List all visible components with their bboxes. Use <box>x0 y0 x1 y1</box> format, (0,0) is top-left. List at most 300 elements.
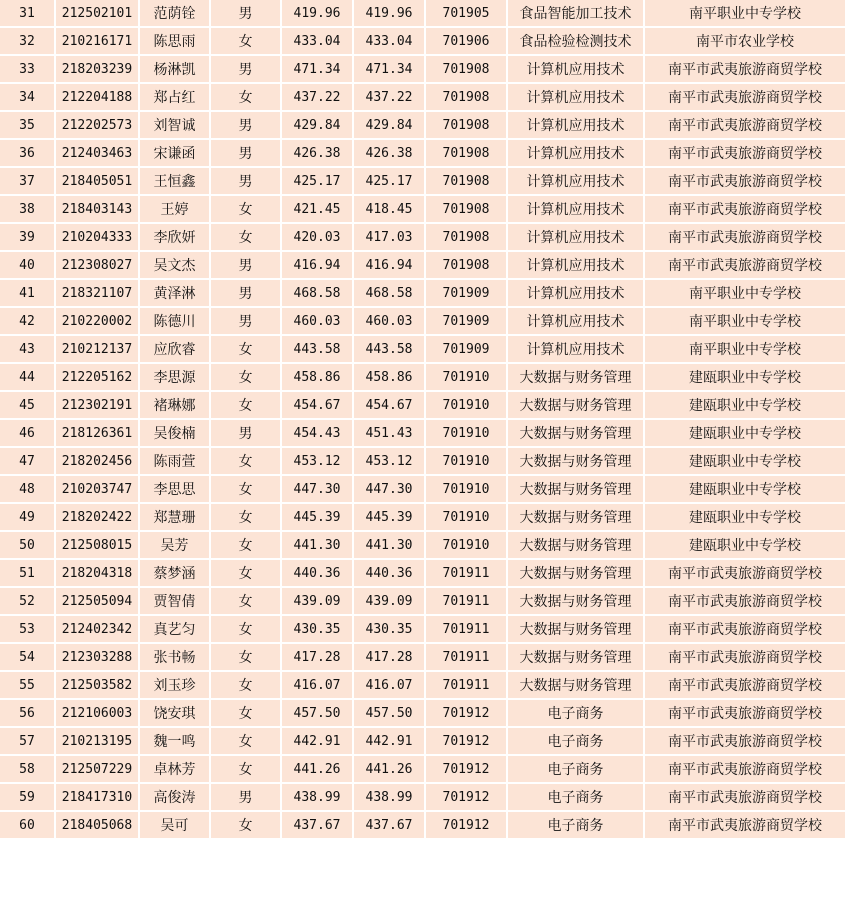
cell-exam-id: 212402342 <box>55 615 139 643</box>
cell-school: 南平职业中专学校 <box>644 0 845 27</box>
cell-exam-id: 210203747 <box>55 475 139 503</box>
cell-major: 大数据与财务管理 <box>507 503 644 531</box>
cell-adjusted-score: 460.03 <box>353 307 425 335</box>
cell-name: 卓林芳 <box>139 755 210 783</box>
cell-exam-id: 210213195 <box>55 727 139 755</box>
cell-gender: 男 <box>210 55 281 83</box>
cell-adjusted-score: 471.34 <box>353 55 425 83</box>
cell-number: 36 <box>0 139 55 167</box>
cell-major-code: 701911 <box>425 559 507 587</box>
cell-number: 59 <box>0 783 55 811</box>
cell-school: 南平市武夷旅游商贸学校 <box>644 671 845 699</box>
cell-gender: 女 <box>210 559 281 587</box>
cell-name: 真艺匀 <box>139 615 210 643</box>
cell-score: 416.07 <box>281 671 353 699</box>
table-row <box>0 167 845 195</box>
table-row <box>0 55 845 83</box>
cell-score: 430.35 <box>281 615 353 643</box>
cell-score: 454.67 <box>281 391 353 419</box>
cell-score: 437.22 <box>281 83 353 111</box>
cell-gender: 男 <box>210 111 281 139</box>
cell-gender: 女 <box>210 727 281 755</box>
cell-gender: 女 <box>210 587 281 615</box>
cell-school: 南平市武夷旅游商贸学校 <box>644 139 845 167</box>
cell-exam-id: 218321107 <box>55 279 139 307</box>
cell-score: 420.03 <box>281 223 353 251</box>
cell-number: 50 <box>0 531 55 559</box>
cell-major: 大数据与财务管理 <box>507 615 644 643</box>
cell-major: 计算机应用技术 <box>507 55 644 83</box>
cell-major: 计算机应用技术 <box>507 307 644 335</box>
cell-gender: 男 <box>210 419 281 447</box>
cell-adjusted-score: 437.22 <box>353 83 425 111</box>
cell-exam-id: 212205162 <box>55 363 139 391</box>
cell-major-code: 701909 <box>425 307 507 335</box>
cell-name: 饶安琪 <box>139 699 210 727</box>
cell-adjusted-score: 443.58 <box>353 335 425 363</box>
table-row <box>0 615 845 643</box>
cell-exam-id: 212503582 <box>55 671 139 699</box>
cell-adjusted-score: 453.12 <box>353 447 425 475</box>
cell-score: 457.50 <box>281 699 353 727</box>
cell-number: 53 <box>0 615 55 643</box>
cell-exam-id: 210212137 <box>55 335 139 363</box>
cell-adjusted-score: 418.45 <box>353 195 425 223</box>
cell-adjusted-score: 417.03 <box>353 223 425 251</box>
cell-adjusted-score: 441.26 <box>353 755 425 783</box>
table-row <box>0 223 845 251</box>
cell-major-code: 701912 <box>425 755 507 783</box>
cell-adjusted-score: 440.36 <box>353 559 425 587</box>
cell-major-code: 701912 <box>425 727 507 755</box>
cell-school: 南平职业中专学校 <box>644 279 845 307</box>
cell-name: 贾智倩 <box>139 587 210 615</box>
table-row <box>0 391 845 419</box>
cell-number: 41 <box>0 279 55 307</box>
cell-school: 南平市武夷旅游商贸学校 <box>644 251 845 279</box>
cell-number: 31 <box>0 0 55 27</box>
cell-major: 大数据与财务管理 <box>507 391 644 419</box>
cell-adjusted-score: 447.30 <box>353 475 425 503</box>
cell-score: 468.58 <box>281 279 353 307</box>
cell-major: 大数据与财务管理 <box>507 363 644 391</box>
cell-adjusted-score: 429.84 <box>353 111 425 139</box>
cell-number: 54 <box>0 643 55 671</box>
table-row <box>0 419 845 447</box>
table-row <box>0 671 845 699</box>
cell-number: 38 <box>0 195 55 223</box>
cell-major: 计算机应用技术 <box>507 279 644 307</box>
table-row <box>0 727 845 755</box>
cell-school: 南平市武夷旅游商贸学校 <box>644 111 845 139</box>
cell-score: 471.34 <box>281 55 353 83</box>
cell-major: 食品检验检测技术 <box>507 27 644 55</box>
cell-major: 大数据与财务管理 <box>507 671 644 699</box>
cell-score: 438.99 <box>281 783 353 811</box>
cell-major-code: 701908 <box>425 111 507 139</box>
cell-name: 吴俊楠 <box>139 419 210 447</box>
cell-school: 南平市武夷旅游商贸学校 <box>644 587 845 615</box>
cell-gender: 女 <box>210 755 281 783</box>
cell-number: 60 <box>0 811 55 839</box>
cell-major: 大数据与财务管理 <box>507 559 644 587</box>
cell-exam-id: 218202456 <box>55 447 139 475</box>
cell-adjusted-score: 433.04 <box>353 27 425 55</box>
cell-major-code: 701908 <box>425 83 507 111</box>
table-row <box>0 251 845 279</box>
cell-name: 张书畅 <box>139 643 210 671</box>
cell-number: 32 <box>0 27 55 55</box>
table-row <box>0 475 845 503</box>
cell-major: 电子商务 <box>507 783 644 811</box>
cell-adjusted-score: 442.91 <box>353 727 425 755</box>
cell-major-code: 701911 <box>425 643 507 671</box>
cell-score: 454.43 <box>281 419 353 447</box>
cell-major-code: 701908 <box>425 251 507 279</box>
cell-gender: 男 <box>210 307 281 335</box>
cell-number: 35 <box>0 111 55 139</box>
cell-school: 建瓯职业中专学校 <box>644 419 845 447</box>
cell-school: 南平市农业学校 <box>644 27 845 55</box>
cell-major: 大数据与财务管理 <box>507 643 644 671</box>
cell-number: 57 <box>0 727 55 755</box>
cell-score: 445.39 <box>281 503 353 531</box>
cell-major-code: 701906 <box>425 27 507 55</box>
cell-gender: 女 <box>210 671 281 699</box>
cell-number: 39 <box>0 223 55 251</box>
table-row <box>0 195 845 223</box>
cell-number: 58 <box>0 755 55 783</box>
cell-name: 陈雨萱 <box>139 447 210 475</box>
cell-gender: 女 <box>210 335 281 363</box>
cell-exam-id: 212202573 <box>55 111 139 139</box>
cell-major-code: 701910 <box>425 391 507 419</box>
cell-adjusted-score: 439.09 <box>353 587 425 615</box>
cell-school: 南平市武夷旅游商贸学校 <box>644 559 845 587</box>
cell-name: 陈思雨 <box>139 27 210 55</box>
cell-name: 宋谦函 <box>139 139 210 167</box>
table-row <box>0 83 845 111</box>
cell-major-code: 701911 <box>425 671 507 699</box>
cell-adjusted-score: 445.39 <box>353 503 425 531</box>
cell-school: 南平职业中专学校 <box>644 335 845 363</box>
cell-gender: 女 <box>210 27 281 55</box>
cell-exam-id: 210220002 <box>55 307 139 335</box>
cell-adjusted-score: 451.43 <box>353 419 425 447</box>
cell-adjusted-score: 454.67 <box>353 391 425 419</box>
table-row <box>0 755 845 783</box>
table-row <box>0 531 845 559</box>
cell-name: 李思源 <box>139 363 210 391</box>
cell-name: 郑慧珊 <box>139 503 210 531</box>
cell-score: 437.67 <box>281 811 353 839</box>
cell-score: 425.17 <box>281 167 353 195</box>
table-row <box>0 279 845 307</box>
cell-major-code: 701910 <box>425 447 507 475</box>
cell-exam-id: 218403143 <box>55 195 139 223</box>
cell-number: 45 <box>0 391 55 419</box>
cell-score: 458.86 <box>281 363 353 391</box>
cell-name: 刘智诚 <box>139 111 210 139</box>
cell-name: 高俊涛 <box>139 783 210 811</box>
cell-adjusted-score: 457.50 <box>353 699 425 727</box>
cell-school: 建瓯职业中专学校 <box>644 391 845 419</box>
cell-major-code: 701905 <box>425 0 507 27</box>
cell-adjusted-score: 430.35 <box>353 615 425 643</box>
cell-major: 计算机应用技术 <box>507 335 644 363</box>
cell-exam-id: 218204318 <box>55 559 139 587</box>
cell-major-code: 701911 <box>425 587 507 615</box>
table-row <box>0 447 845 475</box>
cell-adjusted-score: 438.99 <box>353 783 425 811</box>
cell-exam-id: 218126361 <box>55 419 139 447</box>
cell-gender: 男 <box>210 279 281 307</box>
cell-school: 建瓯职业中专学校 <box>644 447 845 475</box>
cell-name: 蔡梦涵 <box>139 559 210 587</box>
cell-adjusted-score: 441.30 <box>353 531 425 559</box>
cell-exam-id: 212303288 <box>55 643 139 671</box>
cell-exam-id: 218417310 <box>55 783 139 811</box>
cell-score: 417.28 <box>281 643 353 671</box>
cell-gender: 男 <box>210 139 281 167</box>
cell-score: 429.84 <box>281 111 353 139</box>
cell-gender: 女 <box>210 223 281 251</box>
cell-score: 439.09 <box>281 587 353 615</box>
cell-gender: 女 <box>210 503 281 531</box>
cell-score: 421.45 <box>281 195 353 223</box>
cell-number: 47 <box>0 447 55 475</box>
cell-adjusted-score: 419.96 <box>353 0 425 27</box>
cell-gender: 女 <box>210 811 281 839</box>
cell-exam-id: 218405051 <box>55 167 139 195</box>
cell-name: 王婷 <box>139 195 210 223</box>
cell-major-code: 701912 <box>425 699 507 727</box>
cell-score: 442.91 <box>281 727 353 755</box>
cell-score: 447.30 <box>281 475 353 503</box>
cell-school: 南平市武夷旅游商贸学校 <box>644 83 845 111</box>
cell-exam-id: 218203239 <box>55 55 139 83</box>
cell-gender: 女 <box>210 699 281 727</box>
cell-score: 426.38 <box>281 139 353 167</box>
cell-major-code: 701912 <box>425 811 507 839</box>
cell-major-code: 701909 <box>425 279 507 307</box>
table-row <box>0 0 845 27</box>
cell-school: 南平市武夷旅游商贸学校 <box>644 195 845 223</box>
cell-number: 46 <box>0 419 55 447</box>
table-row <box>0 335 845 363</box>
cell-major-code: 701908 <box>425 195 507 223</box>
cell-name: 王恒鑫 <box>139 167 210 195</box>
table-row <box>0 503 845 531</box>
cell-major: 计算机应用技术 <box>507 111 644 139</box>
cell-exam-id: 212505094 <box>55 587 139 615</box>
cell-gender: 女 <box>210 363 281 391</box>
cell-major: 电子商务 <box>507 699 644 727</box>
cell-name: 黄泽淋 <box>139 279 210 307</box>
cell-name: 吴文杰 <box>139 251 210 279</box>
cell-name: 杨淋凯 <box>139 55 210 83</box>
cell-number: 55 <box>0 671 55 699</box>
cell-school: 南平职业中专学校 <box>644 307 845 335</box>
table-row <box>0 643 845 671</box>
cell-major: 食品智能加工技术 <box>507 0 644 27</box>
cell-school: 建瓯职业中专学校 <box>644 531 845 559</box>
cell-name: 李欣妍 <box>139 223 210 251</box>
cell-adjusted-score: 468.58 <box>353 279 425 307</box>
cell-major: 大数据与财务管理 <box>507 419 644 447</box>
cell-number: 52 <box>0 587 55 615</box>
cell-name: 李思思 <box>139 475 210 503</box>
cell-number: 56 <box>0 699 55 727</box>
cell-school: 建瓯职业中专学校 <box>644 363 845 391</box>
cell-score: 460.03 <box>281 307 353 335</box>
table-row <box>0 587 845 615</box>
cell-exam-id: 218202422 <box>55 503 139 531</box>
cell-school: 南平市武夷旅游商贸学校 <box>644 615 845 643</box>
cell-gender: 女 <box>210 83 281 111</box>
cell-number: 43 <box>0 335 55 363</box>
cell-number: 49 <box>0 503 55 531</box>
cell-gender: 男 <box>210 783 281 811</box>
cell-exam-id: 212403463 <box>55 139 139 167</box>
cell-name: 刘玉珍 <box>139 671 210 699</box>
cell-adjusted-score: 417.28 <box>353 643 425 671</box>
cell-score: 441.30 <box>281 531 353 559</box>
cell-score: 433.04 <box>281 27 353 55</box>
cell-score: 441.26 <box>281 755 353 783</box>
cell-school: 南平市武夷旅游商贸学校 <box>644 167 845 195</box>
cell-gender: 女 <box>210 391 281 419</box>
table-row <box>0 307 845 335</box>
cell-adjusted-score: 437.67 <box>353 811 425 839</box>
cell-major-code: 701910 <box>425 419 507 447</box>
cell-school: 南平市武夷旅游商贸学校 <box>644 727 845 755</box>
cell-name: 陈德川 <box>139 307 210 335</box>
cell-gender: 女 <box>210 643 281 671</box>
cell-number: 33 <box>0 55 55 83</box>
cell-name: 郑占红 <box>139 83 210 111</box>
cell-major-code: 701911 <box>425 615 507 643</box>
cell-exam-id: 218405068 <box>55 811 139 839</box>
cell-school: 南平市武夷旅游商贸学校 <box>644 755 845 783</box>
table-row <box>0 559 845 587</box>
cell-gender: 女 <box>210 615 281 643</box>
cell-adjusted-score: 416.94 <box>353 251 425 279</box>
table-row <box>0 111 845 139</box>
table-row <box>0 363 845 391</box>
cell-exam-id: 212508015 <box>55 531 139 559</box>
cell-major: 计算机应用技术 <box>507 83 644 111</box>
cell-score: 443.58 <box>281 335 353 363</box>
cell-major: 电子商务 <box>507 811 644 839</box>
cell-major: 大数据与财务管理 <box>507 447 644 475</box>
cell-major: 大数据与财务管理 <box>507 475 644 503</box>
cell-name: 吴芳 <box>139 531 210 559</box>
table-row <box>0 783 845 811</box>
cell-number: 40 <box>0 251 55 279</box>
cell-major-code: 701910 <box>425 363 507 391</box>
cell-name: 应欣睿 <box>139 335 210 363</box>
cell-school: 建瓯职业中专学校 <box>644 475 845 503</box>
cell-score: 416.94 <box>281 251 353 279</box>
table-row <box>0 811 845 839</box>
cell-major: 计算机应用技术 <box>507 223 644 251</box>
cell-school: 南平市武夷旅游商贸学校 <box>644 699 845 727</box>
cell-adjusted-score: 425.17 <box>353 167 425 195</box>
cell-major: 计算机应用技术 <box>507 139 644 167</box>
cell-major: 计算机应用技术 <box>507 195 644 223</box>
cell-major-code: 701908 <box>425 139 507 167</box>
cell-major: 大数据与财务管理 <box>507 531 644 559</box>
cell-score: 419.96 <box>281 0 353 27</box>
cell-major-code: 701908 <box>425 223 507 251</box>
cell-name: 吴可 <box>139 811 210 839</box>
cell-exam-id: 212302191 <box>55 391 139 419</box>
cell-gender: 女 <box>210 475 281 503</box>
cell-name: 范荫铨 <box>139 0 210 27</box>
table-row <box>0 27 845 55</box>
cell-gender: 男 <box>210 167 281 195</box>
cell-exam-id: 212502101 <box>55 0 139 27</box>
cell-name: 褚琳娜 <box>139 391 210 419</box>
cell-number: 37 <box>0 167 55 195</box>
cell-score: 440.36 <box>281 559 353 587</box>
cell-gender: 男 <box>210 0 281 27</box>
cell-gender: 女 <box>210 195 281 223</box>
cell-number: 44 <box>0 363 55 391</box>
cell-school: 南平市武夷旅游商贸学校 <box>644 55 845 83</box>
cell-major-code: 701908 <box>425 55 507 83</box>
cell-major-code: 701909 <box>425 335 507 363</box>
cell-school: 南平市武夷旅游商贸学校 <box>644 223 845 251</box>
cell-major-code: 701912 <box>425 783 507 811</box>
cell-gender: 女 <box>210 531 281 559</box>
cell-major: 计算机应用技术 <box>507 251 644 279</box>
cell-exam-id: 212507229 <box>55 755 139 783</box>
cell-adjusted-score: 426.38 <box>353 139 425 167</box>
cell-adjusted-score: 458.86 <box>353 363 425 391</box>
cell-number: 51 <box>0 559 55 587</box>
cell-exam-id: 212106003 <box>55 699 139 727</box>
cell-major-code: 701910 <box>425 475 507 503</box>
cell-school: 南平市武夷旅游商贸学校 <box>644 811 845 839</box>
cell-school: 建瓯职业中专学校 <box>644 503 845 531</box>
table-row <box>0 699 845 727</box>
cell-exam-id: 210216171 <box>55 27 139 55</box>
cell-gender: 男 <box>210 251 281 279</box>
cell-number: 42 <box>0 307 55 335</box>
cell-name: 魏一鸣 <box>139 727 210 755</box>
cell-major: 大数据与财务管理 <box>507 587 644 615</box>
cell-major: 电子商务 <box>507 727 644 755</box>
cell-major-code: 701908 <box>425 167 507 195</box>
cell-gender: 女 <box>210 447 281 475</box>
cell-major: 计算机应用技术 <box>507 167 644 195</box>
cell-exam-id: 210204333 <box>55 223 139 251</box>
cell-school: 南平市武夷旅游商贸学校 <box>644 783 845 811</box>
cell-score: 453.12 <box>281 447 353 475</box>
cell-exam-id: 212204188 <box>55 83 139 111</box>
cell-number: 48 <box>0 475 55 503</box>
cell-major-code: 701910 <box>425 503 507 531</box>
cell-exam-id: 212308027 <box>55 251 139 279</box>
cell-major: 电子商务 <box>507 755 644 783</box>
table-row <box>0 139 845 167</box>
cell-major-code: 701910 <box>425 531 507 559</box>
cell-school: 南平市武夷旅游商贸学校 <box>644 643 845 671</box>
cell-adjusted-score: 416.07 <box>353 671 425 699</box>
cell-number: 34 <box>0 83 55 111</box>
